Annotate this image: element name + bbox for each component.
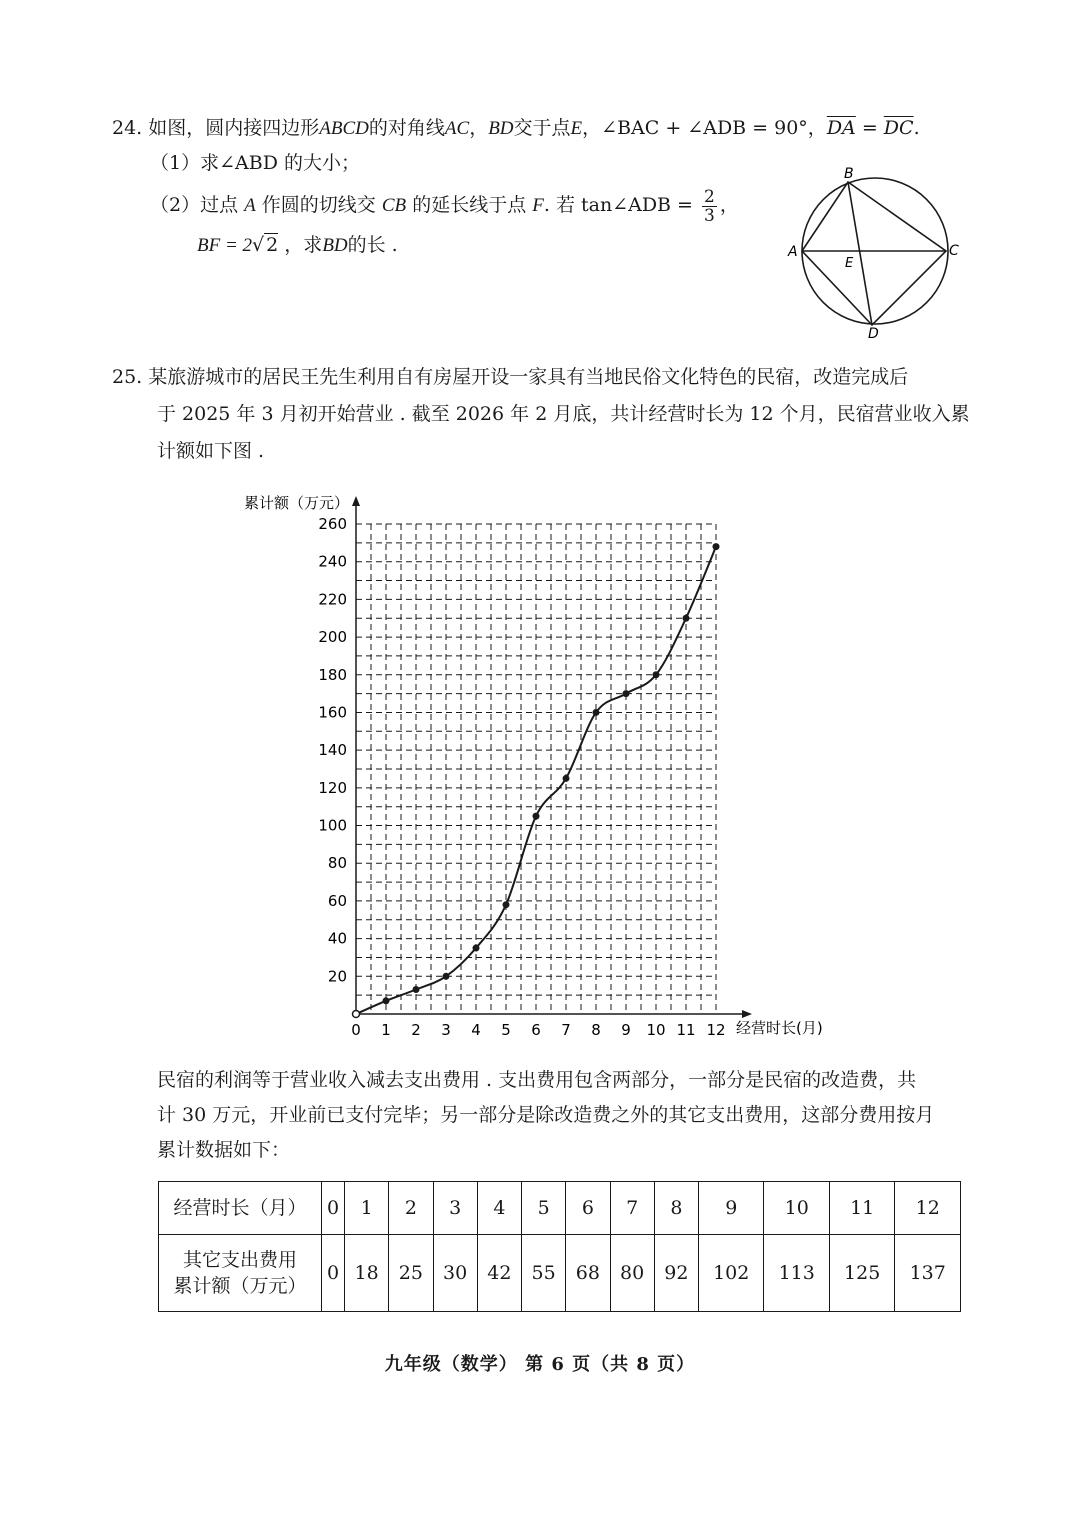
q24-part2-a: （2）过点	[150, 194, 239, 216]
table-cell: 92	[654, 1235, 698, 1312]
y-axis-arrow-icon	[352, 496, 360, 506]
table-cell: 0	[322, 1182, 345, 1235]
table-cell: 68	[566, 1235, 610, 1312]
q24-bf-radicand: 2	[266, 234, 279, 256]
table-cell: 10	[764, 1182, 829, 1235]
y-tick-label: 20	[327, 967, 347, 986]
x-tick-label: 3	[441, 1021, 451, 1039]
q24-eq: =	[855, 117, 884, 139]
table-cell: 125	[829, 1235, 894, 1312]
q24-angle-condition: ，∠BAC + ∠ADB = 90°，	[582, 117, 827, 139]
q24-abcd: ABCD	[319, 118, 369, 139]
data-point	[383, 997, 390, 1004]
table-cell: 25	[389, 1235, 433, 1312]
x-tick-label: 9	[621, 1021, 631, 1039]
data-point	[473, 945, 480, 952]
q24-bd: BD	[488, 118, 514, 139]
chart-axes	[352, 496, 752, 1018]
data-point	[563, 775, 570, 782]
x-axis-label: 经营时长(月)	[736, 1019, 823, 1037]
data-point	[653, 671, 660, 678]
x-tick-label: 12	[706, 1021, 726, 1039]
q24-part2-comma: ，	[719, 194, 739, 216]
q24-arc-da: $\overline{DA}$	[826, 117, 856, 139]
q24-ac: AC	[444, 118, 470, 139]
q24-part2-f: F	[532, 195, 544, 216]
label-e: E	[845, 256, 854, 271]
q24-part1: （1）求∠ABD 的大小；	[150, 152, 360, 174]
table-header-costs-line2: 累计额（万元）	[173, 1275, 307, 1297]
x-tick-label: 11	[676, 1021, 696, 1039]
y-tick-label: 240	[318, 552, 347, 571]
page-footer: 九年级（数学） 第 6 页（共 8 页）	[384, 1354, 696, 1375]
q24-fraction	[702, 188, 717, 225]
data-point	[503, 901, 510, 908]
y-tick-label: 260	[318, 515, 347, 533]
data-point	[443, 973, 450, 980]
q24-stem-text-d: 交于点	[513, 117, 571, 139]
y-tick-label: 60	[327, 891, 347, 910]
chart-grid	[356, 524, 716, 1014]
revenue-chart	[230, 488, 850, 1048]
y-tick-label: 180	[318, 665, 347, 684]
q25-line1-text: 某旅游城市的居民王先生利用自有房屋开设一家具有当地民俗文化特色的民宿，改造完成后	[148, 366, 909, 388]
table-header-months: 经营时长（月）	[159, 1182, 322, 1235]
table-cell: 0	[322, 1235, 345, 1312]
table-cell: 137	[895, 1235, 961, 1312]
q25-number: 25.	[112, 366, 143, 388]
table-cell: 18	[345, 1235, 389, 1312]
q24-bf-line	[197, 226, 398, 265]
q24-period: .	[913, 117, 920, 139]
x-tick-label: 1	[381, 1021, 391, 1039]
y-tick-label: 200	[318, 628, 347, 647]
q25-line1	[112, 358, 908, 396]
q24-part2-c: 的延长线于点	[412, 194, 527, 216]
q24-part2-cb: CB	[381, 195, 407, 216]
table-cell: 2	[389, 1182, 433, 1235]
table-cell: 8	[654, 1182, 698, 1235]
x-axis-arrow-icon	[742, 1010, 752, 1018]
table-cell: 42	[477, 1235, 521, 1312]
x-tick-label: 2	[411, 1021, 421, 1039]
table-cell: 80	[610, 1235, 654, 1312]
x-tick-label: 5	[501, 1021, 511, 1039]
table-header-costs-line1: 其它支出费用	[182, 1249, 297, 1271]
table-header-costs	[159, 1235, 322, 1312]
q24-comma: ，	[469, 117, 489, 139]
y-tick-label: 120	[318, 778, 347, 797]
q25-para2-line1: 民宿的利润等于营业收入减去支出费用 . 支出费用包含两部分，一部分是民宿的改造费，共	[157, 1069, 917, 1091]
y-tick-label: 160	[318, 703, 347, 722]
q24-part2-point-a: A	[244, 195, 256, 216]
x-tick-label: 8	[591, 1021, 601, 1039]
table-cell: 12	[895, 1182, 961, 1235]
circle-quadrilateral-figure	[780, 165, 970, 345]
data-point	[683, 615, 690, 622]
label-a: A	[788, 244, 798, 260]
y-tick-label: 220	[318, 590, 347, 609]
q24-e: E	[570, 118, 583, 139]
data-point	[413, 986, 420, 993]
y-tick-label: 80	[327, 854, 347, 873]
data-point	[593, 709, 600, 716]
table-cell: 4	[477, 1182, 521, 1235]
label-b: B	[844, 166, 854, 182]
q24-stem-text-a: 如图，圆内接四边形	[148, 117, 320, 139]
x-tick-label: 6	[531, 1021, 541, 1039]
table-cell: 5	[522, 1182, 566, 1235]
table-cell: 3	[433, 1182, 477, 1235]
q25-line2: 于 2025 年 3 月初开始营业 . 截至 2026 年 2 月底，共计经营时长为 12 个月，民宿营业收入累	[157, 403, 970, 425]
table-cell: 11	[829, 1182, 894, 1235]
q25-line3: 计额如下图 .	[157, 440, 265, 462]
table-cell: 1	[345, 1182, 389, 1235]
y-axis-label: 累计额（万元）	[244, 494, 350, 512]
q24-bf-c: 的长 .	[347, 234, 398, 256]
q24-bf-b: ，求	[284, 234, 323, 256]
table-cell: 7	[610, 1182, 654, 1235]
y-tick-label: 100	[318, 816, 347, 835]
q24-part2-b: 作圆的切线交	[261, 194, 376, 216]
q24-bf: BF = 2	[197, 235, 253, 256]
x-tick-label: 10	[646, 1021, 666, 1039]
data-point	[623, 690, 630, 697]
q24-part2	[150, 186, 739, 225]
sqrt-icon: √	[252, 234, 265, 256]
q25-para2-line2: 计 30 万元，开业前已支付完毕；另一部分是除改造费之外的其它支出费用，这部分费用按月	[157, 1104, 935, 1126]
table-row-costs	[159, 1235, 961, 1312]
q24-fraction-num: 2	[704, 186, 715, 207]
chart-ticks	[318, 515, 725, 1039]
cost-table	[158, 1181, 961, 1312]
data-point	[533, 813, 540, 820]
label-d: D	[868, 326, 879, 342]
table-cell: 30	[433, 1235, 477, 1312]
q24-stem-text-b: 的对角线	[368, 117, 445, 139]
table-cell: 6	[566, 1182, 610, 1235]
q24-fraction-den: 3	[704, 205, 715, 226]
x-tick-label: 7	[561, 1021, 571, 1039]
label-c: C	[949, 243, 959, 259]
table-cell: 113	[764, 1235, 829, 1312]
table-cell: 55	[522, 1235, 566, 1312]
q25-para2-line3: 累计数据如下：	[157, 1139, 291, 1161]
table-cell: 102	[699, 1235, 764, 1312]
data-point-origin	[353, 1011, 360, 1018]
y-tick-label: 40	[327, 929, 347, 948]
q24-arc-dc: $\overline{DC}$	[883, 117, 914, 139]
table-row-months	[159, 1182, 961, 1235]
q24-stem	[112, 109, 920, 148]
q24-number: 24.	[112, 117, 143, 139]
y-tick-label: 140	[318, 741, 347, 760]
table-cell: 9	[699, 1182, 764, 1235]
x-tick-label: 0	[351, 1021, 361, 1039]
q24-bf-bd: BD	[322, 235, 348, 256]
data-point	[713, 543, 720, 550]
q24-part2-d: . 若 tan∠ADB =	[543, 194, 693, 216]
x-tick-label: 4	[471, 1021, 481, 1039]
